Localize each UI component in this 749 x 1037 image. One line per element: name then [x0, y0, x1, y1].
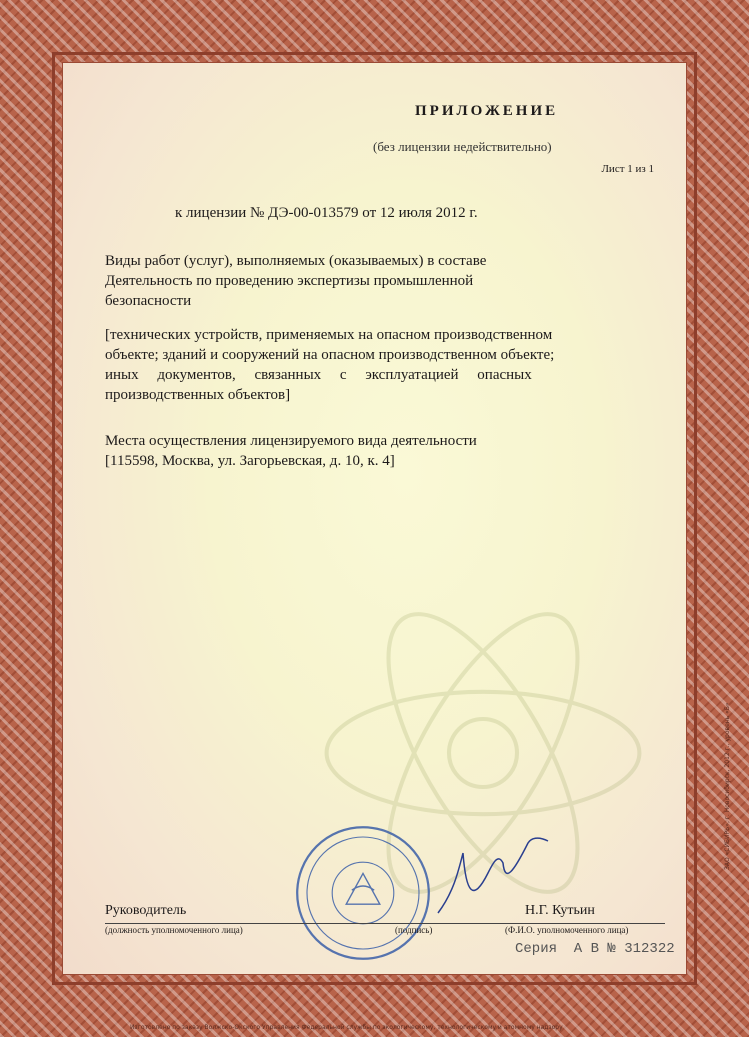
- signer-name: Н.Г. Кутьин: [525, 903, 595, 918]
- series-number: Серия А В № 312322: [515, 941, 675, 957]
- license-reference: к лицензии № ДЭ-00-013579 от 12 июля 2012 г.: [175, 205, 478, 221]
- objects-line: [технических устройств, применяемых на опасном производственном: [105, 327, 553, 343]
- document-title: ПРИЛОЖЕНИЕ: [415, 103, 559, 119]
- places-line: [115598, Москва, ул. Загорьевская, д. 10, к. 4]: [105, 453, 395, 469]
- signature-row: [105, 903, 665, 943]
- places-line: Места осуществления лицензируемого вида деятельности: [105, 433, 477, 449]
- position-label: Руководитель: [105, 903, 187, 918]
- position-caption: (должность уполномоченного лица): [105, 925, 243, 935]
- works-block: [105, 251, 629, 311]
- signature-caption: (подпись): [395, 925, 433, 935]
- footer-note: Изготовлено по заказу Волжско-Окского Управления Федеральной службы по экологическому, технологическому и атомному надзору: [130, 1024, 563, 1031]
- document-sheet: [62, 62, 687, 975]
- places-block: [105, 431, 629, 471]
- objects-line: иных документов, связанных с эксплуатацией опасных: [105, 367, 532, 383]
- works-line: Деятельность по проведению экспертизы промышленной: [105, 273, 474, 289]
- objects-line: производственных объектов]: [105, 387, 291, 403]
- works-line: Виды работ (услуг), выполняемых (оказываемых) в составе: [105, 253, 487, 269]
- sheet-number: Лист 1 из 1: [601, 163, 654, 175]
- signature-line: [105, 923, 665, 924]
- side-note: ЗАО «СИБИРЬ», г. Новосибирск, 2012 г., уровень «Б»: [724, 702, 731, 870]
- name-caption: (Ф.И.О. уполномоченного лица): [505, 925, 629, 935]
- objects-block: [105, 325, 629, 405]
- document-subtitle: (без лицензии недействительно): [373, 139, 552, 154]
- objects-line: объекте; зданий и сооружений на опасном производственном объекте;: [105, 347, 555, 363]
- works-line: безопасности: [105, 293, 192, 309]
